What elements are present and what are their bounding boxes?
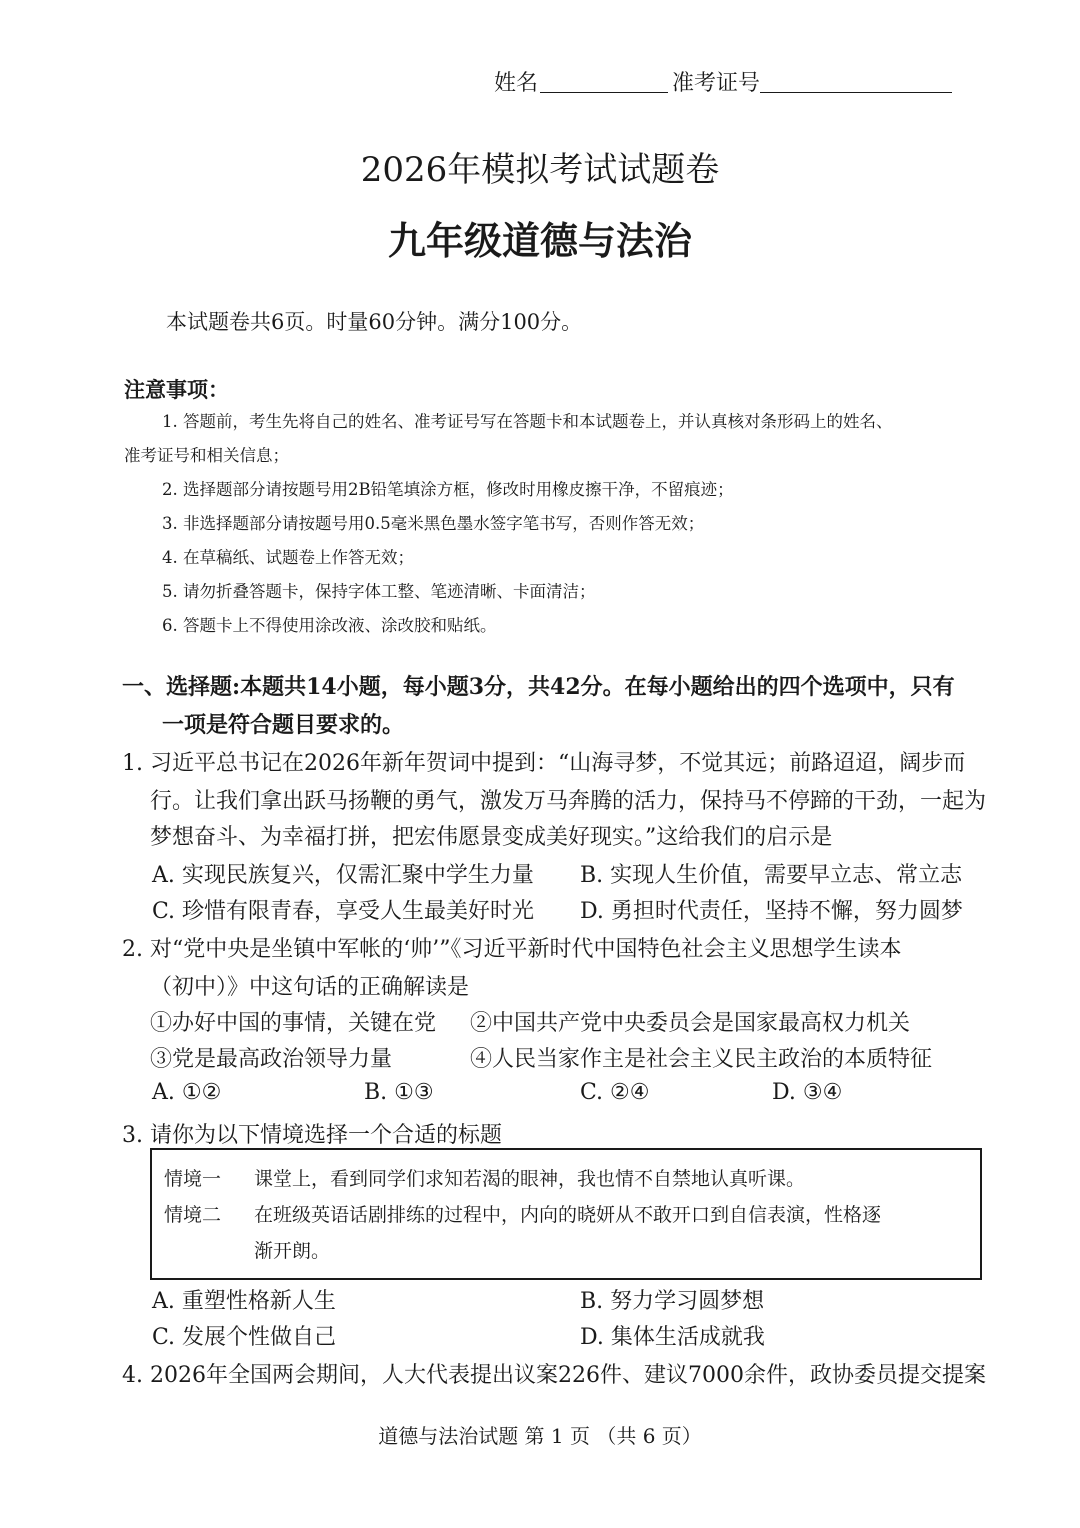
scenario-2-label: 情境二: [164, 1204, 222, 1226]
q1-option-b: B. 实现人生价值，需要早立志、常立志: [580, 863, 963, 888]
question-2-text: 2. 对“党中央是坐镇中军帐的‘帅’”《习近平新时代中国特色社会主义思想学生读本: [122, 937, 902, 962]
section-heading: 一、选择题:本题共14小题，每小题3分，共42分。在每小题给出的四个选项中，只有: [122, 674, 955, 700]
q2-option-b: B. ①③: [364, 1080, 434, 1105]
exam-meta: 本试题卷共6页。时量60分钟。满分100分。: [166, 310, 583, 334]
notice-line: 2. 选择题部分请按题号用2B铅笔填涂方框，修改时用橡皮擦干净，不留痕迹；: [162, 480, 734, 499]
question-4-text: 4. 2026年全国两会期间，人大代表提出议案226件、建议7000余件，政协委员提交提案: [122, 1363, 986, 1388]
q2-option-c: C. ②④: [580, 1080, 650, 1105]
question-1-text: 梦想奋斗、为幸福打拼，把宏伟愿景变成美好现实。”这给我们的启示是: [150, 825, 833, 850]
q2-statement-4: ④人民当家作主是社会主义民主政治的本质特征: [470, 1047, 933, 1072]
q3-option-b: B. 努力学习圆梦想: [580, 1289, 765, 1314]
exam-id-label: 准考证号: [672, 71, 761, 96]
question-2-text: （初中）》中这句话的正确解读是: [150, 975, 470, 1000]
q2-option-a: A. ①②: [152, 1080, 222, 1105]
page-footer: 道德与法治试题 第 1 页 （共 6 页）: [378, 1424, 702, 1448]
question-1-text: 1. 习近平总书记在2026年新年贺词中提到：“山海寻梦，不觉其远；前路迢迢，阔步而: [122, 751, 966, 776]
exam-title: 2026年模拟考试试题卷: [360, 150, 720, 190]
notice-line: 4. 在草稿纸、试题卷上作答无效；: [162, 548, 414, 567]
notice-line: 准考证号和相关信息；: [124, 446, 289, 465]
notice-line: 5. 请勿折叠答题卡，保持字体工整、笔迹清晰、卡面清洁；: [162, 582, 596, 601]
scenario-1-text: 课堂上，看到同学们求知若渴的眼神，我也情不自禁地认真听课。: [254, 1168, 806, 1190]
name-blank: [540, 92, 668, 93]
notice-heading: 注意事项：: [124, 377, 229, 402]
scenario-2-text: 在班级英语话剧排练的过程中，内向的晓妍从不敢开口到自信表演，性格逐: [254, 1204, 882, 1226]
q2-option-d: D. ③④: [772, 1080, 843, 1105]
notice-line: 6. 答题卡上不得使用涂改液、涂改胶和贴纸。: [162, 616, 497, 635]
q2-statement-3: ③党是最高政治领导力量: [150, 1047, 393, 1072]
section-heading-cont: 一项是符合题目要求的。: [162, 712, 405, 738]
notice-line: 3. 非选择题部分请按题号用0.5毫米黑色墨水签字笔书写，否则作答无效；: [162, 514, 705, 533]
question-3-text: 3. 请你为以下情境选择一个合适的标题: [122, 1123, 502, 1148]
q2-statement-2: ②中国共产党中央委员会是国家最高权力机关: [470, 1011, 911, 1036]
q3-option-d: D. 集体生活成就我: [580, 1325, 765, 1350]
q1-option-c: C. 珍惜有限青春，享受人生最美好时光: [152, 899, 535, 924]
exam-id-blank: [760, 92, 952, 93]
q1-option-a: A. 实现民族复兴，仅需汇聚中学生力量: [152, 863, 534, 888]
name-label: 姓名: [494, 71, 539, 96]
scenario-1-label: 情境一: [164, 1168, 222, 1190]
subject-title: 九年级道德与法治: [387, 218, 692, 263]
q1-option-d: D. 勇担时代责任，坚持不懈，努力圆梦: [580, 899, 963, 924]
q2-statement-1: ①办好中国的事情，关键在党: [150, 1011, 437, 1036]
q3-option-c: C. 发展个性做自己: [152, 1325, 337, 1350]
q3-option-a: A. 重塑性格新人生: [152, 1289, 336, 1314]
question-1-text: 行。让我们拿出跃马扬鞭的勇气，激发万马奔腾的活力，保持马不停蹄的干劲，一起为: [150, 789, 987, 814]
scenario-2-text-cont: 渐开朗。: [254, 1240, 331, 1262]
notice-line: 1. 答题前，考生先将自己的姓名、准考证号写在答题卡和本试题卷上，并认真核对条形码上的姓名、: [162, 412, 893, 431]
